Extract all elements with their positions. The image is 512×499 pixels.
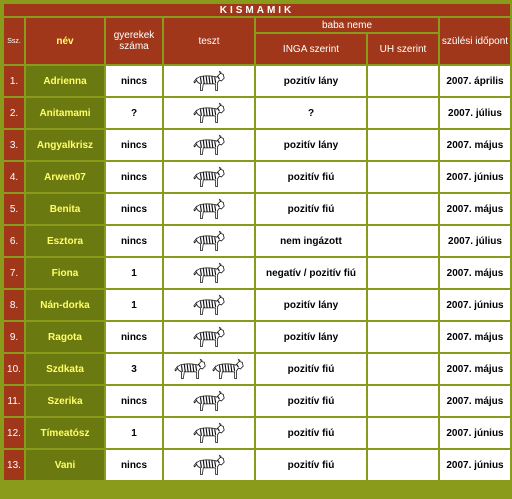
row-children: nincs bbox=[106, 322, 162, 352]
row-test bbox=[164, 66, 254, 96]
zebra-icon bbox=[190, 133, 228, 157]
row-test bbox=[164, 290, 254, 320]
row-name: Adrienna bbox=[26, 66, 104, 96]
row-num: 3. bbox=[4, 130, 24, 160]
row-due: 2007. június bbox=[440, 162, 510, 192]
row-due: 2007. május bbox=[440, 354, 510, 384]
row-name: Benita bbox=[26, 194, 104, 224]
row-uh bbox=[368, 450, 438, 480]
table-row bbox=[4, 418, 510, 448]
row-inga: pozitív fiú bbox=[256, 386, 366, 416]
row-uh bbox=[368, 258, 438, 288]
zebra-icon bbox=[190, 229, 228, 253]
table-row bbox=[4, 386, 510, 416]
table-row bbox=[4, 354, 510, 384]
row-due: 2007. július bbox=[440, 226, 510, 256]
row-name: Arwen07 bbox=[26, 162, 104, 192]
row-due: 2007. május bbox=[440, 322, 510, 352]
row-children: 1 bbox=[106, 258, 162, 288]
row-uh bbox=[368, 226, 438, 256]
header-baby-sex: baba neme bbox=[256, 18, 438, 32]
row-test bbox=[164, 450, 254, 480]
row-children: nincs bbox=[106, 194, 162, 224]
row-inga: pozitív fiú bbox=[256, 418, 366, 448]
row-test bbox=[164, 354, 254, 384]
row-num: 7. bbox=[4, 258, 24, 288]
row-uh bbox=[368, 162, 438, 192]
table-title: KISMAMIK bbox=[4, 4, 510, 16]
row-name: Nán-dorka bbox=[26, 290, 104, 320]
row-test bbox=[164, 322, 254, 352]
row-children: 3 bbox=[106, 354, 162, 384]
row-num: 2. bbox=[4, 98, 24, 128]
header-test: teszt bbox=[164, 18, 254, 64]
row-num: 1. bbox=[4, 66, 24, 96]
row-test bbox=[164, 162, 254, 192]
row-test bbox=[164, 130, 254, 160]
table-row bbox=[4, 98, 510, 128]
table-row bbox=[4, 322, 510, 352]
row-test bbox=[164, 418, 254, 448]
kismamik-table bbox=[2, 2, 512, 482]
header-children: gyerekek száma bbox=[106, 18, 162, 64]
row-num: 13. bbox=[4, 450, 24, 480]
zebra-icon bbox=[190, 69, 228, 93]
zebra-icon bbox=[209, 357, 247, 381]
row-inga: ? bbox=[256, 98, 366, 128]
row-due: 2007. május bbox=[440, 194, 510, 224]
row-uh bbox=[368, 194, 438, 224]
row-due: 2007. május bbox=[440, 258, 510, 288]
row-uh bbox=[368, 66, 438, 96]
row-test bbox=[164, 194, 254, 224]
row-due: 2007. július bbox=[440, 98, 510, 128]
zebra-icon bbox=[190, 421, 228, 445]
row-name: Anitamami bbox=[26, 98, 104, 128]
row-uh bbox=[368, 354, 438, 384]
row-name: Vani bbox=[26, 450, 104, 480]
page bbox=[2, 2, 510, 497]
row-children: nincs bbox=[106, 450, 162, 480]
header-inga: INGA szerint bbox=[256, 34, 366, 64]
row-inga: pozitív fiú bbox=[256, 354, 366, 384]
row-inga: nem ingázott bbox=[256, 226, 366, 256]
row-num: 10. bbox=[4, 354, 24, 384]
row-inga: pozitív lány bbox=[256, 322, 366, 352]
row-inga: pozitív fiú bbox=[256, 194, 366, 224]
row-due: 2007. június bbox=[440, 418, 510, 448]
zebra-icon bbox=[190, 101, 228, 125]
row-due: 2007. május bbox=[440, 386, 510, 416]
table-row bbox=[4, 66, 510, 96]
row-num: 4. bbox=[4, 162, 24, 192]
row-name: Szdkata bbox=[26, 354, 104, 384]
zebra-icon bbox=[190, 165, 228, 189]
row-inga: negatív / pozitív fiú bbox=[256, 258, 366, 288]
row-children: 1 bbox=[106, 290, 162, 320]
row-test bbox=[164, 98, 254, 128]
zebra-icon bbox=[171, 357, 209, 381]
row-uh bbox=[368, 322, 438, 352]
table-row bbox=[4, 450, 510, 480]
row-uh bbox=[368, 130, 438, 160]
row-test bbox=[164, 226, 254, 256]
row-num: 5. bbox=[4, 194, 24, 224]
zebra-icon bbox=[190, 325, 228, 349]
row-children: nincs bbox=[106, 66, 162, 96]
row-due: 2007. június bbox=[440, 290, 510, 320]
row-num: 6. bbox=[4, 226, 24, 256]
row-inga: pozitív fiú bbox=[256, 162, 366, 192]
row-children: 1 bbox=[106, 418, 162, 448]
row-name: Fiona bbox=[26, 258, 104, 288]
row-due: 2007. április bbox=[440, 66, 510, 96]
table-row bbox=[4, 130, 510, 160]
row-uh bbox=[368, 98, 438, 128]
row-num: 12. bbox=[4, 418, 24, 448]
row-name: Tímeatósz bbox=[26, 418, 104, 448]
table-row bbox=[4, 194, 510, 224]
table-row bbox=[4, 258, 510, 288]
row-uh bbox=[368, 290, 438, 320]
table-row bbox=[4, 226, 510, 256]
row-due: 2007. május bbox=[440, 130, 510, 160]
row-name: Ragota bbox=[26, 322, 104, 352]
header-name: név bbox=[26, 18, 104, 64]
zebra-icon bbox=[190, 293, 228, 317]
row-children: nincs bbox=[106, 226, 162, 256]
row-children: ? bbox=[106, 98, 162, 128]
zebra-icon bbox=[190, 261, 228, 285]
zebra-icon bbox=[190, 453, 228, 477]
row-children: nincs bbox=[106, 130, 162, 160]
row-children: nincs bbox=[106, 386, 162, 416]
row-name: Angyalkrisz bbox=[26, 130, 104, 160]
header-uh: UH szerint bbox=[368, 34, 438, 64]
row-test bbox=[164, 386, 254, 416]
row-inga: pozitív lány bbox=[256, 290, 366, 320]
row-inga: pozitív fiú bbox=[256, 450, 366, 480]
row-inga: pozitív lány bbox=[256, 130, 366, 160]
zebra-icon bbox=[190, 197, 228, 221]
row-uh bbox=[368, 418, 438, 448]
row-test bbox=[164, 258, 254, 288]
row-name: Szerika bbox=[26, 386, 104, 416]
row-num: 11. bbox=[4, 386, 24, 416]
row-name: Esztora bbox=[26, 226, 104, 256]
row-num: 9. bbox=[4, 322, 24, 352]
row-inga: pozitív lány bbox=[256, 66, 366, 96]
row-children: nincs bbox=[106, 162, 162, 192]
table-row bbox=[4, 162, 510, 192]
row-due: 2007. június bbox=[440, 450, 510, 480]
row-num: 8. bbox=[4, 290, 24, 320]
header-due: szülési időpont bbox=[440, 18, 510, 64]
table-row bbox=[4, 290, 510, 320]
row-uh bbox=[368, 386, 438, 416]
header-num: Ssz. bbox=[4, 18, 24, 64]
zebra-icon bbox=[190, 389, 228, 413]
